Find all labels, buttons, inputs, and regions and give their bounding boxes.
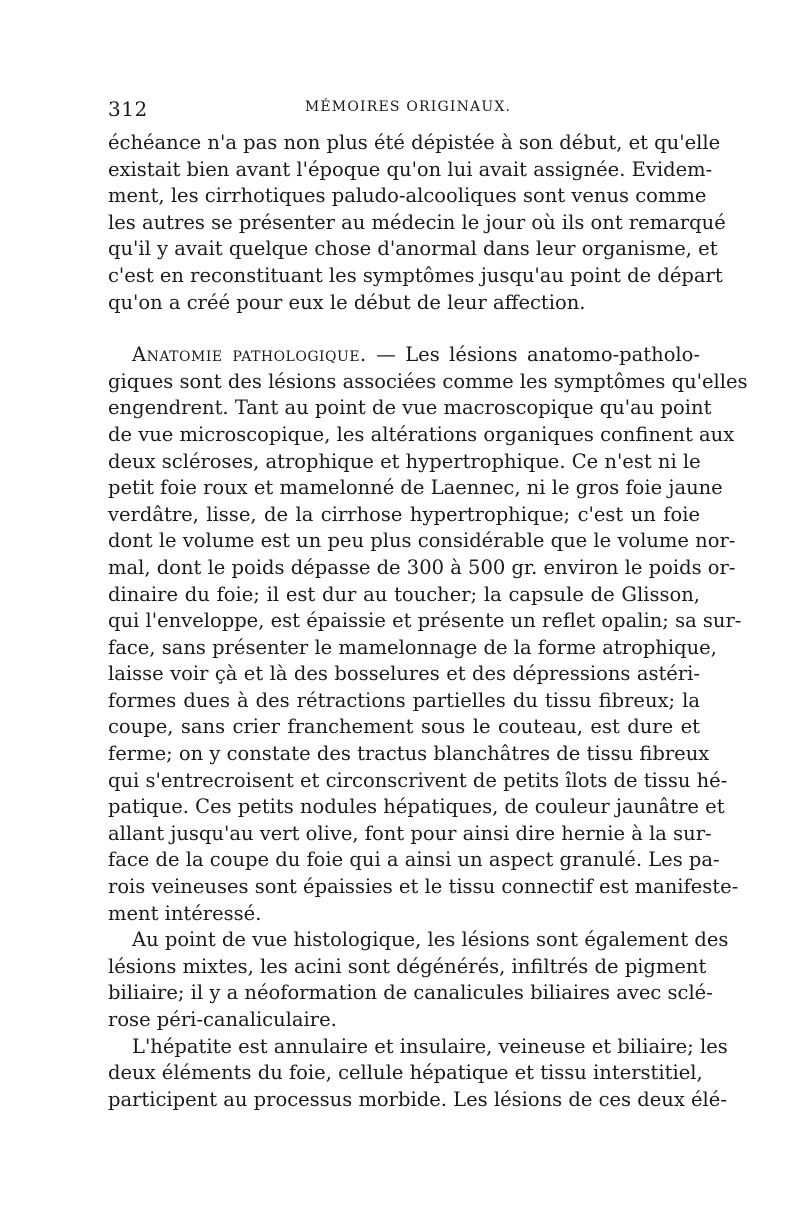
text-line: qu'on a créé pour eux le début de leur affection. xyxy=(108,290,586,314)
text-line: dinaire du foie; il est dur au toucher; la capsule de Glisson, xyxy=(108,582,700,606)
text-line: les autres se présenter au médecin le jour où ils ont remarqué xyxy=(108,210,726,234)
text-line: participent au processus morbide. Les lésions de ces deux élé- xyxy=(108,1087,727,1111)
text-line: coupe, sans crier franchement sous le couteau, est dure et xyxy=(108,715,700,739)
text-line: de vue microscopique, les altérations organiques confinent aux xyxy=(108,422,735,446)
text-line: engendrent. Tant au point de vue macroscopique qu'au point xyxy=(108,396,712,420)
text-line: échéance n'a pas non plus été dépistée à son début, et qu'elle xyxy=(108,131,721,154)
paragraph-4 xyxy=(108,1034,728,1114)
paragraph-2 xyxy=(108,342,748,927)
text-line: dont le volume est un peu plus considérable que le volume nor- xyxy=(108,529,736,553)
text-line: qui s'entrecroisent et circonscrivent de petits îlots de tissu hé- xyxy=(108,768,728,792)
page-header xyxy=(108,97,698,127)
text-line: qu'il y avait quelque chose d'anormal dans leur organisme, et xyxy=(108,237,718,261)
text-line: existait bien avant l'époque qu'on lui avait assignée. Evidem- xyxy=(108,157,713,181)
text-line: patique. Ces petits nodules hépatiques, de couleur jaunâtre et xyxy=(108,795,725,819)
text-line: L'hépatite est annulaire et insulaire, veineuse et biliaire; les xyxy=(132,1034,728,1058)
text-line xyxy=(108,342,700,369)
text-line: biliaire; il y a néoformation de canalicules biliaires avec sclé- xyxy=(108,981,713,1005)
text-line: rose péri-canaliculaire. xyxy=(108,1008,337,1031)
text-line: formes dues à des rétractions partielles du tissu fibreux; la xyxy=(108,688,700,712)
text-line: laisse voir çà et là des bosselures et des dépressions astéri- xyxy=(108,662,700,686)
text-line: rois veineuses sont épaissies et le tissu connectif est manifeste- xyxy=(108,875,739,899)
text-line: petit foie roux et mamelonné de Laennec, ni le gros foie jaune xyxy=(108,476,723,500)
page-number: 312 xyxy=(108,97,148,121)
text-line: verdâtre, lisse, de la cirrhose hypertrophique; c'est un foie xyxy=(108,502,700,526)
text-line: deux scléroses, atrophique et hypertrophique. Ce n'est ni le xyxy=(108,449,701,473)
text-line: c'est en reconstituant les symptômes jusqu'au point de départ xyxy=(108,263,723,287)
text-line: Au point de vue histologique, les lésions sont également des xyxy=(132,928,729,952)
paragraph-gap xyxy=(108,316,700,342)
text-line: ment intéressé. xyxy=(108,901,262,925)
running-title: MÉMOIRES ORIGINAUX. xyxy=(304,99,512,115)
text-line: ferme; on y constate des tractus blanchâtres de tissu fibreux xyxy=(108,742,710,766)
section-heading: Anatomie pathologique. xyxy=(132,343,367,367)
body-text xyxy=(108,130,748,1113)
text-line: allant jusqu'au vert olive, font pour ainsi dire hernie à la sur- xyxy=(108,821,712,845)
text-line: deux éléments du foie, cellule hépatique et tissu interstitiel, xyxy=(108,1061,703,1085)
text-line: ment, les cirrhotiques paludo-alcooliques sont venus comme xyxy=(108,184,707,208)
text-line: mal, dont le poids dépasse de 300 à 500 gr. environ le poids or- xyxy=(108,555,736,579)
text-line: lésions mixtes, les acini sont dégénérés, infiltrés de pigment xyxy=(108,954,707,978)
text-line: qui l'enveloppe, est épaissie et présente un reflet opalin; sa sur- xyxy=(108,609,742,633)
paragraph-3 xyxy=(108,927,729,1033)
heading-line-rest: — Les lésions anatomo-patholo- xyxy=(366,343,700,367)
text-line: face, sans présenter le mamelonnage de la forme atrophique, xyxy=(108,635,717,659)
paragraph-1 xyxy=(108,130,726,316)
text-line: face de la coupe du foie qui a ainsi un aspect granulé. Les pa- xyxy=(108,848,720,872)
text-line: giques sont des lésions associées comme les symptômes qu'elles xyxy=(108,369,748,393)
